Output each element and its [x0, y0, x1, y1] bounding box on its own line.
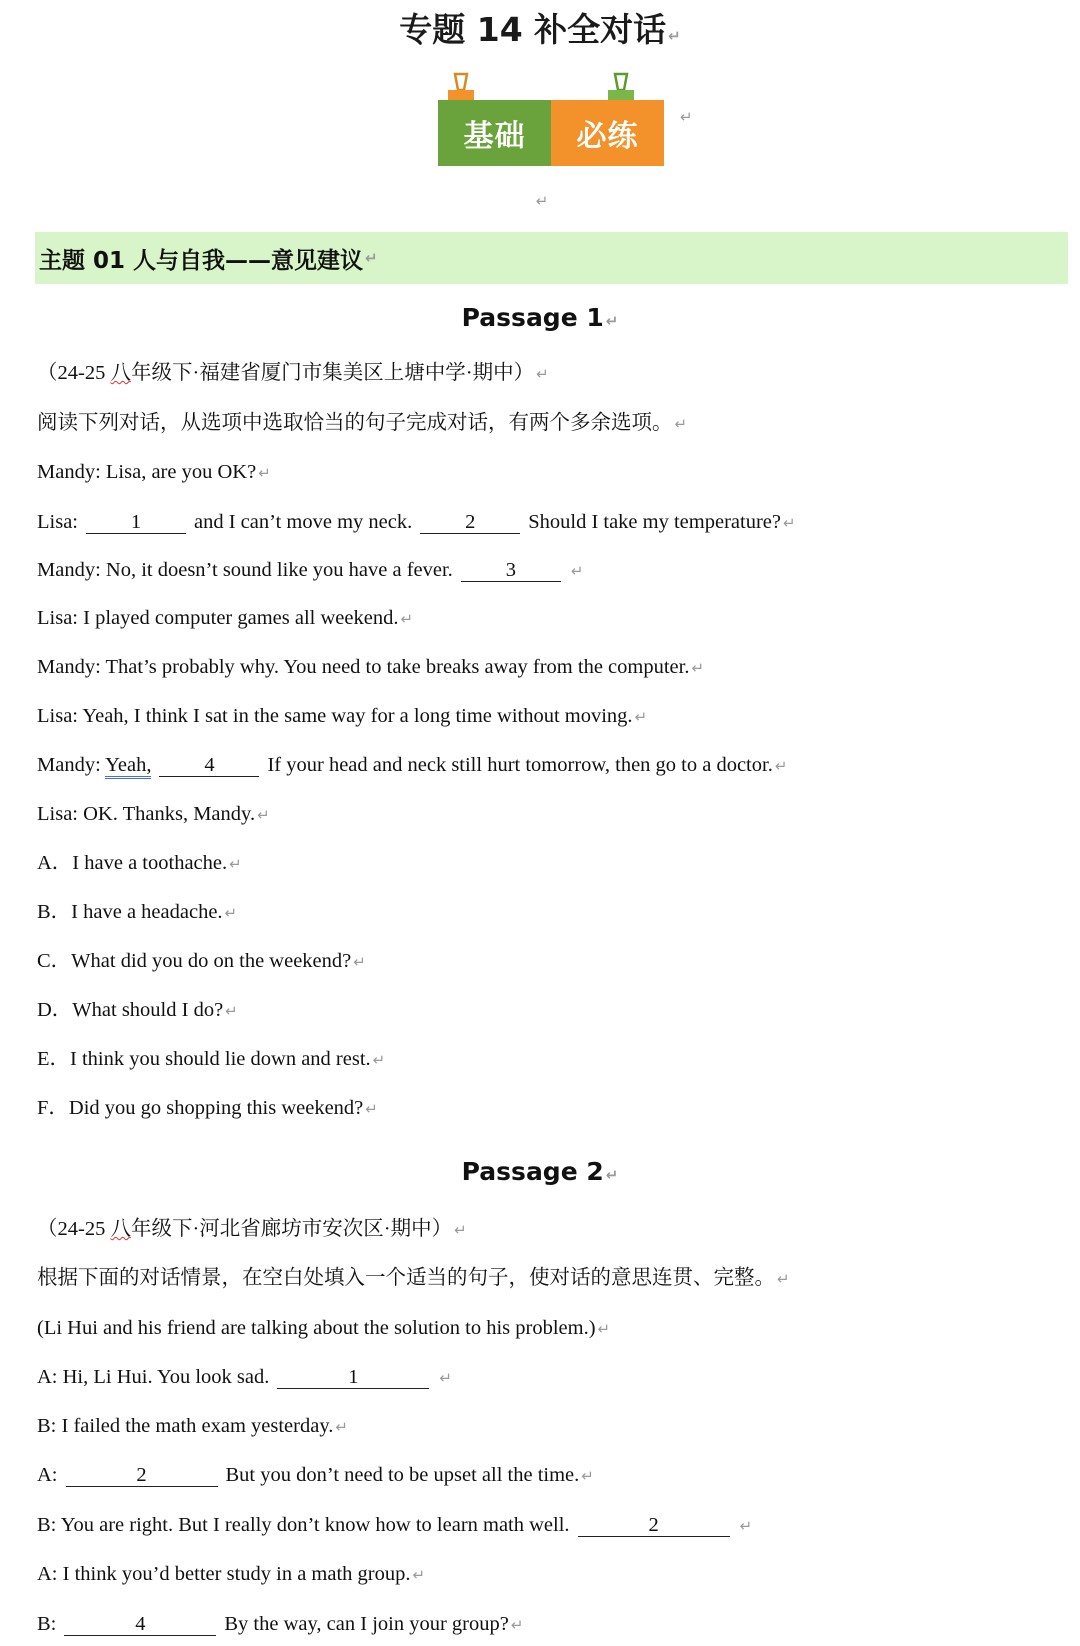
dialogue-line: B: 4 By the way, can I join your group? ↵ — [37, 1613, 524, 1635]
answer-blank[interactable]: 2 — [420, 511, 520, 534]
answer-blank[interactable]: 3 — [461, 559, 561, 582]
section-badge — [438, 72, 668, 170]
document-title: 专题 14 补全对话 ↵ — [399, 10, 681, 49]
dialogue-line: B: I failed the math exam yesterday. ↵ — [37, 1415, 348, 1437]
passage-2-instruction: 根据下面的对话情景，在空白处填入一个适当的句子，使对话的意思连贯、完整。 ↵ — [37, 1267, 790, 1289]
option-item: B．I have a headache. ↵ — [37, 901, 238, 923]
passage-2-source: （24-25 八年级下·河北省廊坊市安次区·期中） ↵ — [37, 1218, 467, 1240]
dialogue-context: (Li Hui and his friend are talking about the solution to his problem.) ↵ — [37, 1317, 611, 1339]
dialogue-line: A: Hi, Li Hui. You look sad. 1 ↵ — [37, 1366, 452, 1388]
dialogue-line: Lisa: OK. Thanks, Mandy. ↵ — [37, 803, 270, 825]
answer-blank[interactable]: 1 — [86, 511, 186, 534]
option-item: F．Did you go shopping this weekend? ↵ — [37, 1097, 378, 1119]
dialogue-line: Mandy: No, it doesn’t sound like you have a fever. 3 ↵ — [37, 559, 584, 581]
option-item: E．I think you should lie down and rest. ↵ — [37, 1048, 386, 1070]
paragraph-mark: ↵ — [680, 108, 693, 126]
badge-right-label: 必练 — [551, 100, 664, 166]
dialogue-line: Mandy: That’s probably why. You need to take breaks away from the computer. ↵ — [37, 656, 705, 678]
badge-left-label: 基础 — [438, 100, 551, 166]
dialogue-line: Lisa: 1 and I can’t move my neck. 2 Should I take my temperature? ↵ — [37, 511, 796, 533]
answer-blank[interactable]: 4 — [64, 1613, 216, 1636]
passage-1-title: Passage 1 ↵ — [461, 303, 619, 332]
dialogue-line: A: I think you’d better study in a math group. ↵ — [37, 1563, 426, 1585]
passage-2-title: Passage 2 ↵ — [461, 1157, 619, 1186]
passage-1-instruction: 阅读下列对话，从选项中选取恰当的句子完成对话，有两个多余选项。 ↵ — [37, 412, 688, 434]
dialogue-line: Mandy: Lisa, are you OK? ↵ — [37, 461, 271, 483]
dialogue-line: A: 2 But you don’t need to be upset all the time. ↵ — [37, 1464, 594, 1486]
answer-blank[interactable]: 2 — [66, 1464, 218, 1487]
passage-1-source: （24-25 八年级下·福建省厦门市集美区上塘中学·期中） ↵ — [37, 362, 549, 384]
paragraph-mark: ↵ — [535, 192, 549, 210]
theme-heading: 主题 01 人与自我——意见建议 ↵ — [35, 232, 1068, 284]
answer-blank[interactable]: 1 — [277, 1366, 429, 1389]
dialogue-line: Lisa: I played computer games all weekend. ↵ — [37, 607, 414, 629]
dialogue-line: B: You are right. But I really don’t know how to learn math well. 2 ↵ — [37, 1514, 753, 1536]
option-item: D．What should I do? ↵ — [37, 999, 238, 1021]
option-item: A．I have a toothache. ↵ — [37, 852, 242, 874]
answer-blank[interactable]: 2 — [578, 1514, 730, 1537]
dialogue-line: Lisa: Yeah, I think I sat in the same way for a long time without moving. ↵ — [37, 705, 648, 727]
dialogue-line: Mandy: Yeah, 4 If your head and neck still hurt tomorrow, then go to a doctor. ↵ — [37, 752, 787, 779]
answer-blank[interactable]: 4 — [159, 754, 259, 777]
option-item: C．What did you do on the weekend? ↵ — [37, 950, 366, 972]
